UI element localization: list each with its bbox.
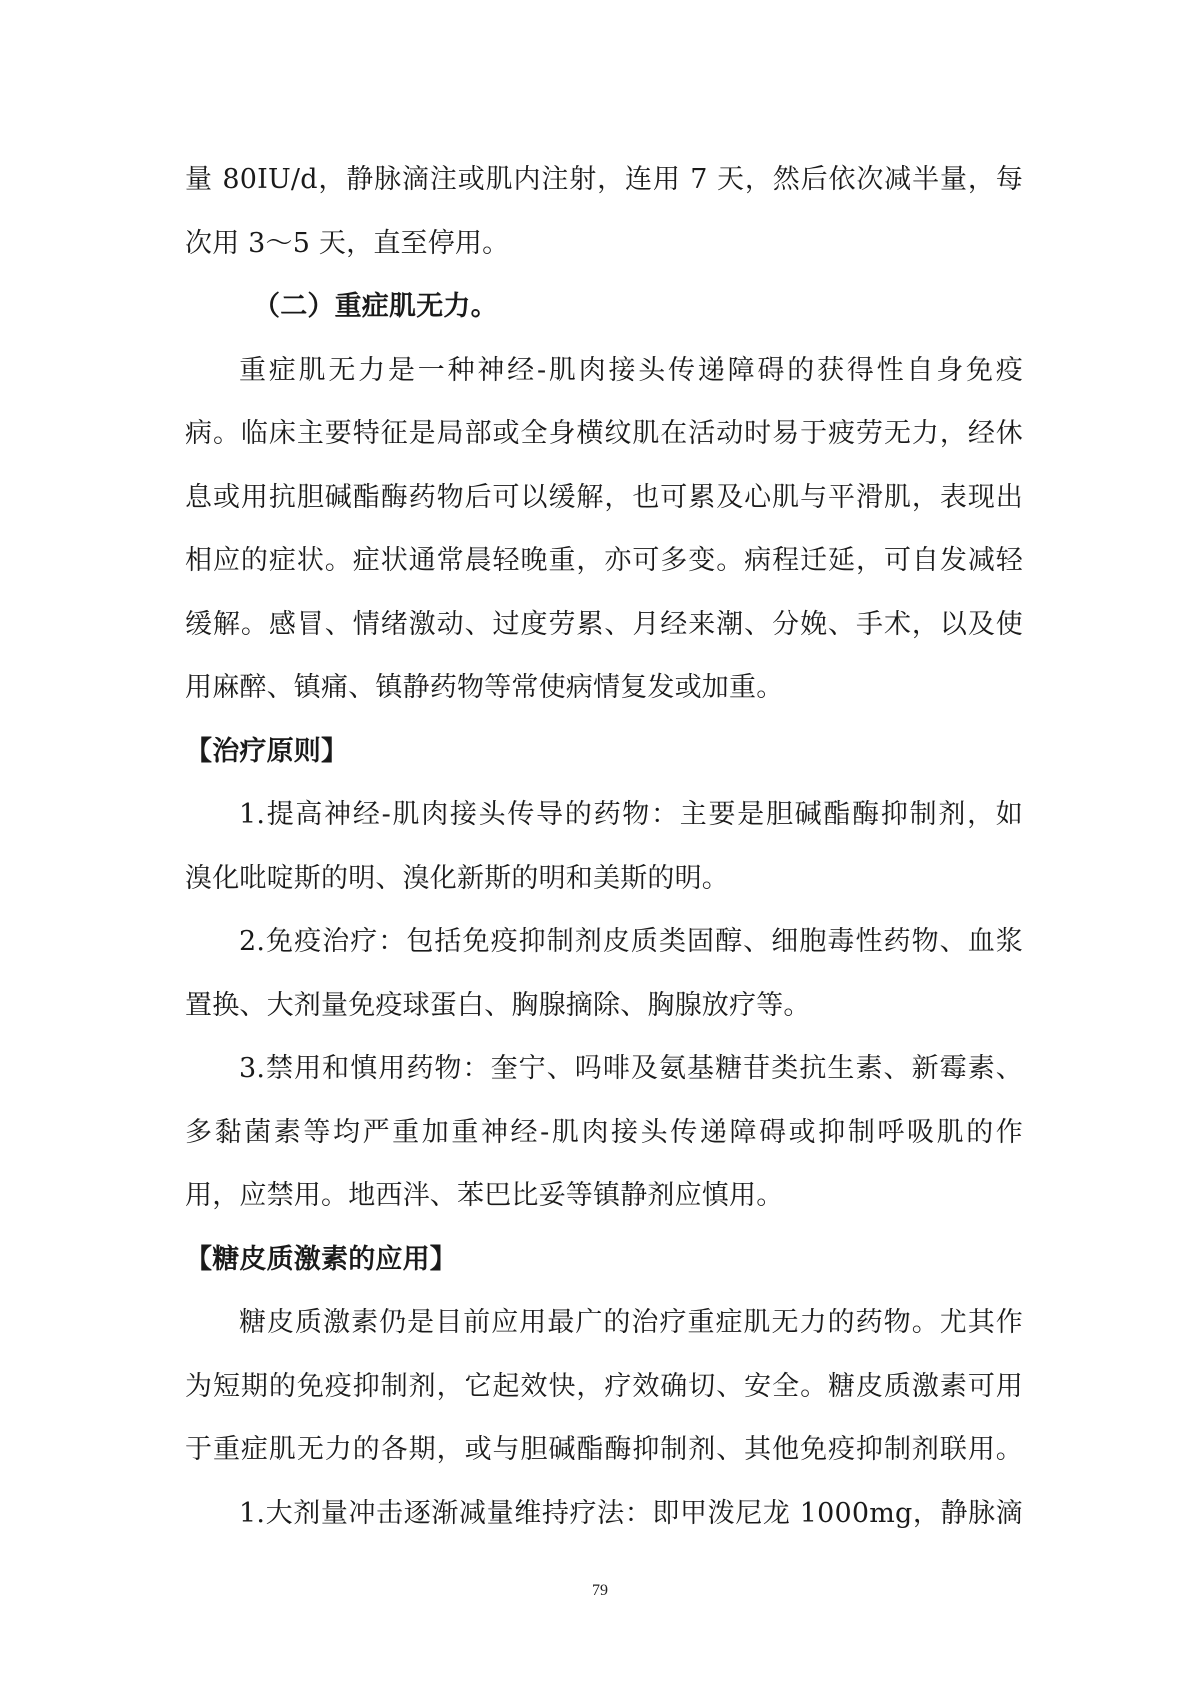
- paragraph-line: 缓解。感冒、情绪激动、过度劳累、月经来潮、分娩、手术，以及使: [185, 608, 1023, 640]
- list-item-line: 溴化吡啶斯的明、溴化新斯的明和美斯的明。: [185, 862, 729, 894]
- list-item-line: 1.提高神经-肌肉接头传导的药物：主要是胆碱酯酶抑制剂，如: [239, 799, 1023, 830]
- page-number: 79: [592, 1582, 608, 1599]
- paragraph-line: 于重症肌无力的各期，或与胆碱酯酶抑制剂、其他免疫抑制剂联用。: [185, 1434, 1023, 1465]
- body-text: [185, 148, 1023, 1545]
- paragraph-line: 量 80IU/d，静脉滴注或肌内注射，连用 7 天，然后依次减半量，每: [185, 164, 1023, 195]
- section-heading: 【治疗原则】: [185, 735, 349, 767]
- paragraph-line: 息或用抗胆碱酯酶药物后可以缓解，也可累及心肌与平滑肌，表现出: [185, 481, 1023, 513]
- paragraph-line: 病。临床主要特征是局部或全身横纹肌在活动时易于疲劳无力，经休: [185, 418, 1023, 449]
- paragraph-line: 糖皮质激素仍是目前应用最广的治疗重症肌无力的药物。尤其作: [239, 1307, 1023, 1338]
- list-item-line: 2.免疫治疗：包括免疫抑制剂皮质类固醇、细胞毒性药物、血浆: [239, 926, 1023, 957]
- list-item-line: 用，应禁用。地西泮、苯巴比妥等镇静剂应慎用。: [185, 1180, 784, 1211]
- paragraph-line: 重症肌无力是一种神经-肌肉接头传递障碍的获得性自身免疫: [239, 354, 1023, 386]
- list-item-line: 多黏菌素等均严重加重神经-肌肉接头传递障碍或抑制呼吸肌的作: [185, 1116, 1023, 1148]
- list-item-line: 置换、大剂量免疫球蛋白、胸腺摘除、胸腺放疗等。: [185, 989, 811, 1021]
- list-item-line: 3.禁用和慎用药物：奎宁、吗啡及氨基糖苷类抗生素、新霉素、: [239, 1053, 1023, 1084]
- list-item-line: 1.大剂量冲击逐渐减量维持疗法：即甲泼尼龙 1000mg，静脉滴: [239, 1497, 1023, 1529]
- section-heading: （二）重症肌无力。: [253, 291, 498, 322]
- paragraph-line: 为短期的免疫抑制剂，它起效快，疗效确切、安全。糖皮质激素可用: [185, 1370, 1023, 1402]
- paragraph-line: 次用 3～5 天，直至停用。: [185, 227, 510, 259]
- paragraph-line: 相应的症状。症状通常晨轻晚重，亦可多变。病程迁延，可自发减轻: [185, 545, 1023, 576]
- paragraph-line: 用麻醉、镇痛、镇静药物等常使病情复发或加重。: [185, 672, 784, 703]
- section-heading: 【糖皮质激素的应用】: [185, 1243, 457, 1275]
